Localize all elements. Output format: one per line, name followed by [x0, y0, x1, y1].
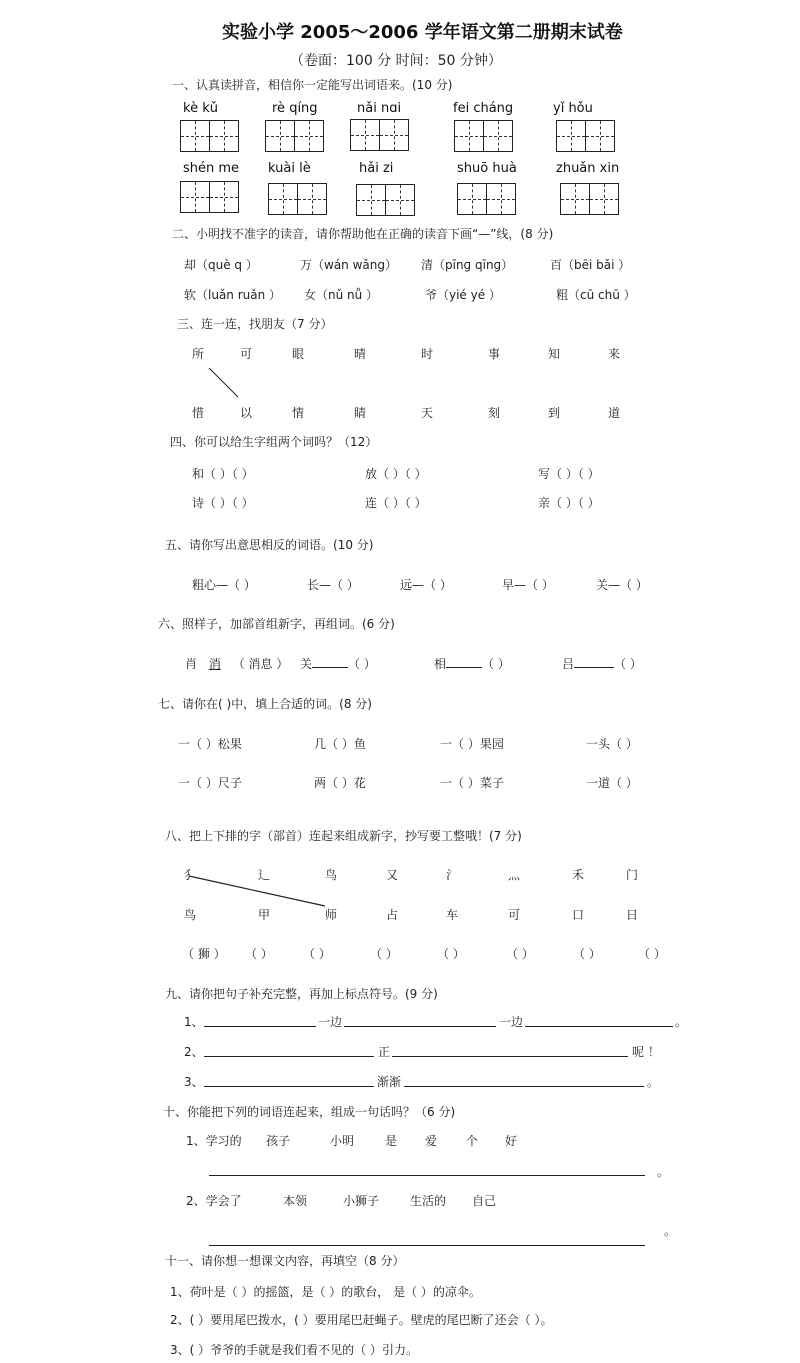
fill-blank[interactable]: 两（ ）花 [314, 776, 366, 790]
sentence-word: 一边 [318, 1015, 343, 1029]
component-bottom[interactable]: 鸟 [184, 908, 197, 922]
text-fill-line[interactable]: 1、荷叶是（ ）的摇篮，是（ ）的歌台， 是（ ）的凉伞。 [170, 1285, 481, 1299]
new-char-blank[interactable]: （ ） [303, 947, 331, 961]
word-blank[interactable]: 放（ ）（ ） [365, 467, 427, 481]
answer-line[interactable] [392, 1056, 628, 1057]
antonym-blank[interactable]: 粗心—（ ） [192, 578, 256, 592]
word-blank[interactable]: 亲（ ）（ ） [538, 496, 600, 510]
word-blank[interactable]: 连（ ）（ ） [365, 496, 427, 510]
radical-item[interactable]: 关 （ ） [300, 657, 376, 671]
text-fill-line[interactable]: 2、( ）要用尾巴拨水，( ）要用尾巴赶蝇子。壁虎的尾巴断了还会（ ）。 [170, 1313, 553, 1327]
radical-top[interactable]: 门 [626, 868, 639, 882]
match-char-top[interactable]: 可 [240, 347, 253, 361]
q2-heading: 二、小明找不准字的读音，请你帮助他在正确的读音下画“—”线，(8 分) [172, 227, 554, 241]
match-char-bottom[interactable]: 情 [292, 406, 305, 420]
radical-top[interactable]: 鸟 [325, 868, 338, 882]
q8-heading: 八、把上下排的字（部首）连起来组成新字，抄写要工整哦！(7 分) [165, 829, 522, 843]
new-char-blank[interactable]: （ ） [245, 947, 273, 961]
sentence-end: 。 [675, 1015, 688, 1029]
word-chip: 小明 [330, 1134, 355, 1148]
match-char-bottom[interactable]: 到 [548, 406, 561, 420]
reading-option[interactable]: 却（què q ） [184, 258, 258, 272]
sentence-end: 。 [647, 1075, 660, 1089]
radical-top[interactable]: 又 [386, 868, 399, 882]
match-char-top[interactable]: 所 [192, 347, 205, 361]
word-chip: 好 [505, 1134, 518, 1148]
fill-blank[interactable]: 一头（ ） [586, 737, 638, 751]
pinyin-1-4: fei cháng [453, 101, 514, 116]
sentence-word: 渐渐 [377, 1075, 402, 1089]
fill-blank[interactable]: 一（ ）菜子 [440, 776, 504, 790]
pinyin-2-1: shén me [183, 161, 240, 176]
new-char-blank[interactable]: （ 狮 ） [182, 947, 226, 961]
word-blank[interactable]: 诗（ ）（ ） [192, 496, 254, 510]
word-chip: 小狮子 [343, 1194, 380, 1208]
reading-option[interactable]: 爷（yié yé ） [425, 288, 501, 302]
reading-option[interactable]: 清（pīnɡ qīnɡ） [421, 258, 514, 272]
reading-option[interactable]: 百（bēi bǎi ） [550, 258, 631, 272]
word-chip: 孩子 [266, 1134, 291, 1148]
q4-heading: 四、你可以给生字组两个词吗？（12） [170, 435, 378, 449]
q10-heading: 十、你能把下列的词语连起来，组成一句话吗？（6 分) [163, 1105, 456, 1119]
pinyin-1-3: nǎi nɑi [357, 101, 402, 116]
q1-heading: 一、认真读拼音，相信你一定能写出词语来。(10 分) [172, 78, 453, 92]
match-char-top[interactable]: 时 [421, 347, 434, 361]
word-blank[interactable]: 和（ ）（ ） [192, 467, 254, 481]
match-char-bottom[interactable]: 天 [421, 406, 434, 420]
pinyin-1-2: rè qíng [272, 101, 318, 116]
sentence-num: 2、 [184, 1045, 204, 1059]
sentence-end: 呢 ！ [632, 1045, 660, 1059]
pinyin-2-5: zhuǎn xin [556, 161, 620, 176]
sentence-num: 1、 [184, 1015, 204, 1029]
answer-line[interactable] [204, 1056, 374, 1057]
word-chip: 爱 [425, 1134, 438, 1148]
new-char-blank[interactable]: （ ） [573, 947, 601, 961]
pinyin-1-5: yǐ hǒu [553, 101, 593, 116]
reading-option[interactable]: 万（wán wǎng） [300, 258, 397, 272]
text-fill-line[interactable]: 3、( ）爷爷的手就是我们看不见的（ ）引力。 [170, 1343, 418, 1357]
page-title: 实验小学 2005～2006 学年语文第二册期末试卷 [222, 22, 623, 43]
word-chip: 2、学会了 [186, 1194, 242, 1208]
fill-blank[interactable]: 一道（ ） [586, 776, 638, 790]
example-word: （ 消息 ） [232, 657, 289, 671]
sentence-word: 一边 [499, 1015, 524, 1029]
pinyin-2-3: hǎi zi [359, 161, 394, 176]
answer-line[interactable] [404, 1086, 644, 1087]
match-char-bottom[interactable]: 道 [608, 406, 621, 420]
match-char-bottom[interactable]: 刻 [488, 406, 501, 420]
fill-blank[interactable]: 一（ ）果园 [440, 737, 504, 751]
pinyin-2-2: kuài lè [268, 161, 311, 176]
fill-blank[interactable]: 几（ ）鱼 [314, 737, 366, 751]
radical-top[interactable]: 辶 [258, 868, 271, 882]
component-bottom[interactable]: 师 [325, 908, 338, 922]
q6-heading: 六、照样子，加部首组新字，再组词。(6 分) [158, 617, 395, 631]
radical-item[interactable]: 吕 （ ） [562, 657, 642, 671]
fill-blank[interactable]: 一（ ）尺子 [178, 776, 242, 790]
new-char-blank[interactable]: （ ） [638, 947, 666, 961]
match-char-bottom[interactable]: 睛 [354, 406, 367, 420]
answer-line[interactable] [525, 1026, 673, 1027]
radical-top[interactable]: 氵 [446, 868, 459, 882]
q5-heading: 五、请你写出意思相反的词语。(10 分) [165, 538, 374, 552]
match-char-top[interactable]: 晴 [354, 347, 367, 361]
word-chip: 本领 [283, 1194, 308, 1208]
word-chip: 是 [385, 1134, 398, 1148]
q11-heading: 十一、请你想一想课文内容，再填空（8 分） [165, 1254, 405, 1268]
radical-top[interactable]: 犭 [184, 868, 197, 882]
component-bottom[interactable]: 甲 [258, 908, 271, 922]
reading-option[interactable]: 女（nǔ nǚ ） [304, 288, 379, 302]
match-char-top[interactable]: 知 [548, 347, 561, 361]
component-bottom[interactable]: 日 [626, 908, 639, 922]
sentence-word: 正 [378, 1045, 391, 1059]
sentence-num: 3、 [184, 1075, 204, 1089]
match-char-top[interactable]: 眼 [292, 347, 305, 361]
fill-blank[interactable]: 一（ ）松果 [178, 737, 242, 751]
q3-heading: 三、连一连，找朋友（7 分） [177, 317, 333, 331]
sentence-end: 。 [664, 1224, 677, 1238]
radical-top[interactable]: 灬 [508, 868, 521, 882]
new-char-blank[interactable]: （ ） [370, 947, 398, 961]
component-bottom[interactable]: 可 [508, 908, 521, 922]
answer-line[interactable] [209, 1245, 645, 1246]
answer-line[interactable] [204, 1026, 316, 1027]
answer-line[interactable] [344, 1026, 496, 1027]
antonym-blank[interactable]: 关—（ ） [596, 578, 648, 592]
radical-item[interactable]: 相 （ ） [434, 657, 510, 671]
match-char-top[interactable]: 来 [608, 347, 621, 361]
match-char-bottom[interactable]: 惜 [192, 406, 205, 420]
component-bottom[interactable]: 车 [446, 908, 459, 922]
antonym-blank[interactable]: 远—（ ） [400, 578, 452, 592]
answer-line[interactable] [204, 1086, 374, 1087]
answer-line[interactable] [209, 1175, 645, 1176]
q9-heading: 九、请你把句子补充完整，再加上标点符号。(9 分) [165, 987, 438, 1001]
match-char-bottom[interactable]: 以 [240, 406, 253, 420]
word-chip: 自己 [472, 1194, 497, 1208]
antonym-blank[interactable]: 早—（ ） [502, 578, 554, 592]
component-bottom[interactable]: 占 [386, 908, 399, 922]
antonym-blank[interactable]: 长—（ ） [307, 578, 359, 592]
pinyin-2-4: shuō huà [457, 161, 517, 176]
word-chip: 生活的 [410, 1194, 447, 1208]
component-bottom[interactable]: 口 [572, 908, 585, 922]
radical-top[interactable]: 禾 [572, 868, 585, 882]
word-chip: 个 [466, 1134, 479, 1148]
reading-option[interactable]: 粗（cū chū ） [556, 288, 636, 302]
sentence-end: 。 [657, 1165, 670, 1179]
exam-info: （卷面：100 分 时间：50 分钟） [290, 53, 502, 69]
new-char-blank[interactable]: （ ） [437, 947, 465, 961]
word-chip: 1、学习的 [186, 1134, 242, 1148]
new-char-blank[interactable]: （ ） [506, 947, 534, 961]
example-item [185, 655, 288, 672]
q7-heading: 七、请你在( )中，填上合适的词。(8 分) [158, 697, 372, 711]
example-char: 肖 [185, 657, 198, 671]
reading-option[interactable]: 软（luǎn ruǎn ） [184, 288, 282, 302]
word-blank[interactable]: 写（ ）（ ） [538, 467, 600, 481]
pinyin-1-1: kè kǔ [183, 101, 218, 116]
example-new-char: 消 [208, 657, 221, 671]
match-char-top[interactable]: 事 [488, 347, 501, 361]
